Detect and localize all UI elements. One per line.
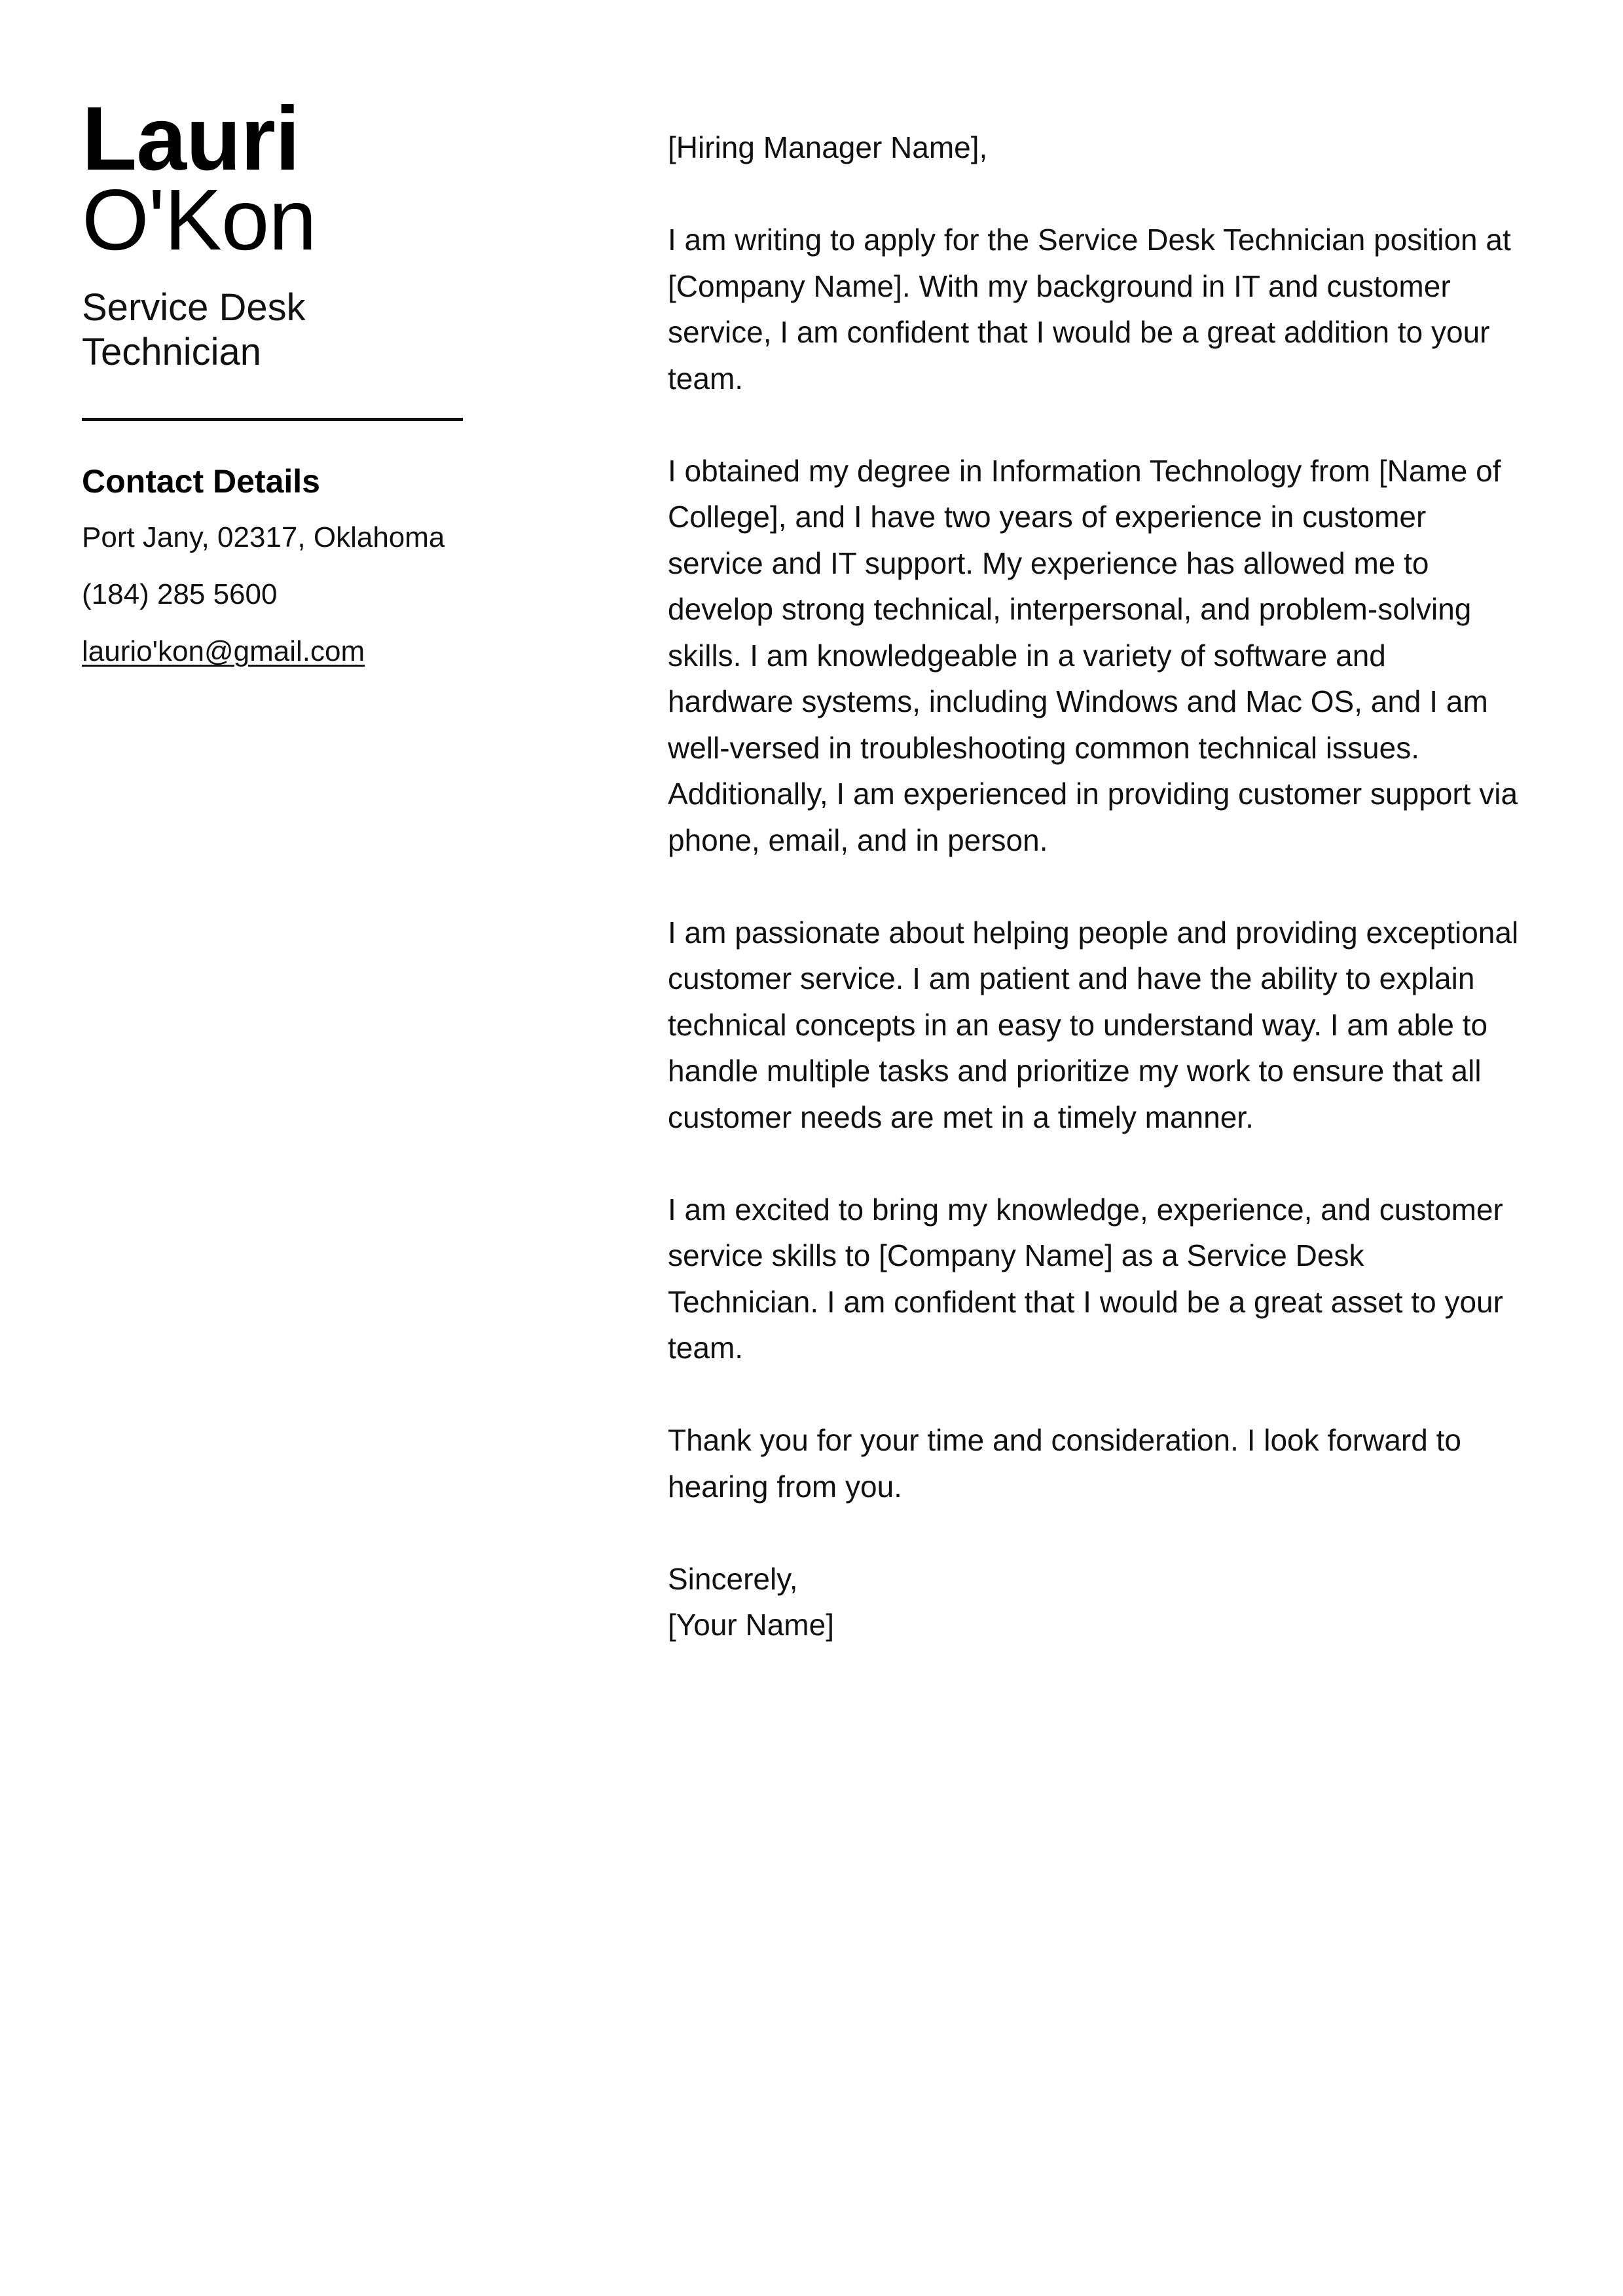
letter-paragraph-1: I am writing to apply for the Service Desk Technician position at [Company Name]. With my background in IT and customer service, I am confident that I would be a great addition to your team. bbox=[668, 223, 1511, 396]
salutation: [Hiring Manager Name], bbox=[668, 130, 988, 164]
job-title: Service Desk Technician bbox=[82, 286, 306, 373]
sign-off: Sincerely, bbox=[668, 1561, 798, 1596]
letter-body bbox=[668, 124, 1519, 1648]
first-name: Lauri bbox=[82, 88, 300, 189]
letter-paragraph-5: Thank you for your time and consideration. I look forward to hearing from you. bbox=[668, 1423, 1461, 1504]
contact-email-link[interactable]: laurio'kon@gmail.com bbox=[82, 635, 365, 667]
contact-details-list bbox=[82, 518, 475, 671]
letter-paragraph-3: I am passionate about helping people and providing exceptional customer service. I am patient and have the ability to explain technical concepts in an easy to understand way. I am able to handle multiple tasks and prioritize my work to ensure that all customer needs are met in a timely manner. bbox=[668, 915, 1519, 1134]
contact-phone: (184) 285 5600 bbox=[82, 578, 278, 610]
letter-paragraph-4: I am excited to bring my knowledge, experience, and customer service skills to [Company Name] as a Service Desk Technician. I am confident that I would be a great asset to your team. bbox=[668, 1192, 1503, 1365]
letter-paragraph-2: I obtained my degree in Information Technology from [Name of College], and I have two years of experience in customer service and IT support. My experience has allowed me to develop strong technical, interpersonal, and problem-solving skills. I am knowledgeable in a variety of software and hardware systems, including Windows and Mac OS, and I am well-versed in troubleshooting common technical issues. Additionally, I am experienced in providing customer support via phone, email, and in person. bbox=[668, 453, 1518, 857]
last-name: O'Kon bbox=[82, 172, 316, 268]
signature: [Your Name] bbox=[668, 1608, 834, 1642]
applicant-name bbox=[82, 88, 475, 268]
contact-details-heading: Contact Details bbox=[82, 463, 320, 500]
sidebar bbox=[82, 88, 475, 689]
contact-address: Port Jany, 02317, Oklahoma bbox=[82, 521, 445, 553]
section-divider bbox=[82, 418, 463, 421]
